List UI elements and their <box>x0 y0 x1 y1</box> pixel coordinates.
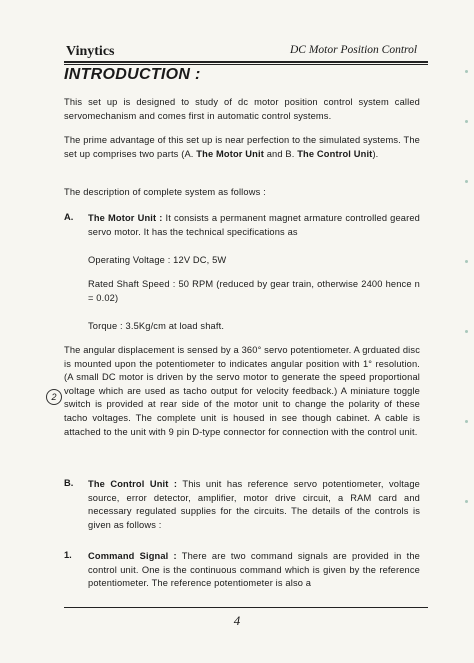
footer-rule <box>64 607 428 608</box>
intro-paragraph: This set up is designed to study of dc motor position control system called servomechanism and comes first in automatic control systems. <box>64 97 420 121</box>
section-a-paragraph <box>88 212 420 239</box>
item-1-title: Command Signal : <box>88 551 177 561</box>
advantage-text-post: ). <box>372 148 379 159</box>
advantage-text-pre: The prime advantage of this set up is near perfection to the simulated systems. The set up comprises two parts (A. <box>64 135 420 159</box>
header-brand: Vinytics <box>66 44 115 59</box>
description-intro: The description of complete system as follows : <box>64 187 266 197</box>
section-b-text: This unit has reference servo potentiometer, voltage source, error detector, amplifier, motor drive circuit, a RAM card and necessary regulated supplies for the circuits. The details of the controls is given as follows : <box>88 479 420 530</box>
scan-speck <box>465 180 468 183</box>
item-1-marker: 1. <box>64 550 72 560</box>
header-rule-thin <box>64 64 428 65</box>
control-unit-ref: The Control Unit <box>297 148 373 159</box>
spec-speed: Rated Shaft Speed : 50 RPM (reduced by gear train, otherwise 2400 hence n = 0.02) <box>88 279 420 303</box>
spec-torque: Torque : 3.5Kg/cm at load shaft. <box>88 321 225 331</box>
section-b-marker: B. <box>64 478 74 488</box>
section-a-title: The Motor Unit : <box>88 213 163 223</box>
item-1-text: There are two command signals are provided in the control unit. One is the continuous command which is given by the reference potentiometer. The reference potentiometer is also a <box>88 551 420 589</box>
section-a-text: It consists a permanent magnet armature controlled geared servo motor. It has the technical specifications as <box>88 213 421 237</box>
scan-speck <box>465 260 468 263</box>
item-1-paragraph <box>88 550 420 591</box>
scan-speck <box>465 330 468 333</box>
page-number: 4 <box>233 613 241 628</box>
section-a-marker: A. <box>64 212 74 222</box>
scan-speck <box>465 420 468 423</box>
header-title: DC Motor Position Control <box>290 44 418 56</box>
spec-voltage: Operating Voltage : 12V DC, 5W <box>88 255 227 265</box>
page-title: INTRODUCTION : <box>64 66 201 83</box>
scan-speck <box>465 120 468 123</box>
sensing-paragraph: The angular displacement is sensed by a 360° servo potentiometer. A grduated disc is mounted upon the potentiometer to indicates angular position with 1° resolution. (A small DC motor is driven by the servo motor to generate the speed proportional voltage which are used as tacho output for velocity feedback.) A miniature toggle switch is provided at rear side of the motor unit to change the polarity of these tacho voltages. The complete unit is housed in see though cabinet. A cable is attached to the unit with 9 pin D-type connector for connection with the control unit. <box>64 345 420 437</box>
section-b-paragraph <box>88 478 420 532</box>
motor-unit-ref: The Motor Unit <box>196 148 264 159</box>
scan-speck <box>465 500 468 503</box>
scan-speck <box>465 70 468 73</box>
section-b-title: The Control Unit : <box>88 479 178 489</box>
handwritten-annotation: 2 <box>46 389 62 405</box>
header-rule <box>64 61 428 63</box>
advantage-text-mid: and B. <box>266 148 295 159</box>
advantage-paragraph <box>64 134 420 161</box>
